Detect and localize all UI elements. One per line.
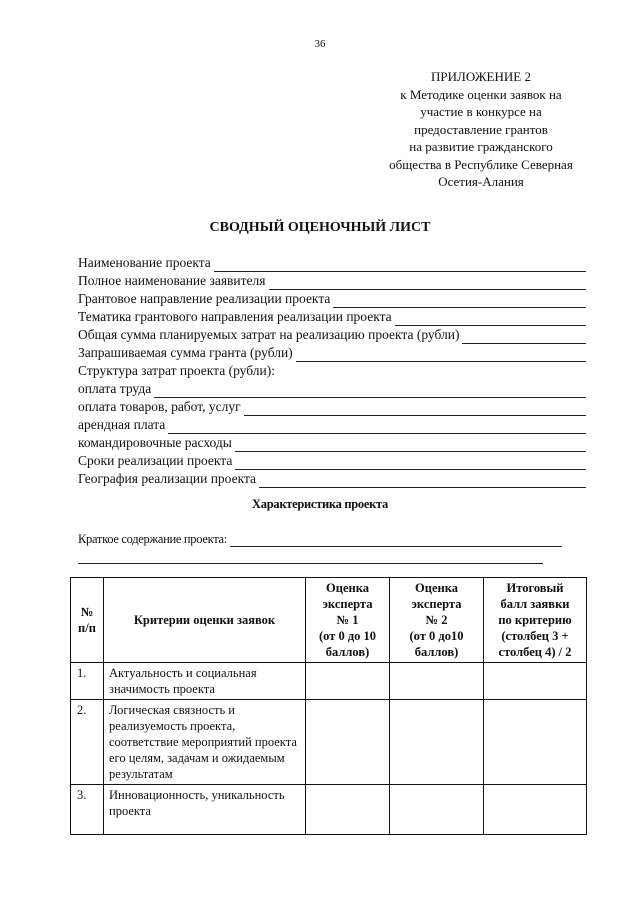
- field-fill-line[interactable]: [235, 438, 586, 452]
- table-row: [71, 785, 587, 835]
- field-label: Наименование проекта: [78, 255, 211, 270]
- field-fill-line[interactable]: [168, 420, 586, 434]
- field-fill-line[interactable]: [259, 474, 586, 488]
- appendix-line: участие в конкурсе на: [420, 104, 542, 119]
- header-number: № п/п: [71, 578, 104, 663]
- header-expert-2: Оценка эксперта № 2 (от 0 до10 баллов): [390, 578, 484, 663]
- criteria-table-body: [71, 663, 587, 835]
- field-fill-line[interactable]: [462, 330, 586, 344]
- table-row: [71, 700, 587, 785]
- field-row: [78, 290, 586, 308]
- field-row: [78, 254, 586, 272]
- expert-1-score-cell[interactable]: [306, 700, 390, 785]
- total-score-cell[interactable]: [484, 663, 587, 700]
- field-label: Запрашиваемая сумма гранта (рубли): [78, 345, 293, 360]
- appendix-block: [362, 68, 600, 191]
- field-label: арендная плата: [78, 417, 166, 432]
- field-label: География реализации проекта: [78, 471, 257, 486]
- row-number: 2.: [71, 700, 104, 785]
- field-label: оплата товаров, работ, услуг: [78, 399, 241, 414]
- row-criterion: Логическая связность и реализуемость проекта, соответствие мероприятий проекта его целям, задачам и ожидаемым результатам: [104, 700, 306, 785]
- row-criterion: Инновационность, уникальность проекта: [104, 785, 306, 835]
- field-label: Грантовое направление реализации проекта: [78, 291, 331, 306]
- appendix-line: к Методике оценки заявок на: [400, 86, 562, 102]
- summary-fill-line[interactable]: [230, 534, 562, 547]
- summary-fill-line-2[interactable]: [78, 547, 543, 564]
- page-number: 36: [314, 38, 326, 50]
- field-label: оплата труда: [78, 381, 152, 396]
- header-expert-1: Оценка эксперта № 1 (от 0 до 10 баллов): [306, 578, 390, 663]
- expert-2-score-cell[interactable]: [390, 785, 484, 835]
- field-row: [78, 272, 586, 290]
- field-label: командировочные расходы: [78, 435, 232, 450]
- row-criterion: Актуальность и социальная значимость проекта: [104, 663, 306, 700]
- document-title: СВОДНЫЙ ОЦЕНОЧНЫЙ ЛИСТ: [209, 220, 431, 235]
- field-fill-line[interactable]: [395, 312, 586, 326]
- field-fill-line[interactable]: [244, 402, 586, 416]
- appendix-line: на развитие гражданского: [409, 139, 553, 154]
- field-row: [78, 344, 586, 362]
- field-label: Структура затрат проекта (рубли):: [78, 363, 275, 378]
- expert-2-score-cell[interactable]: [390, 663, 484, 700]
- field-fill-line[interactable]: [333, 294, 586, 308]
- criteria-table: [70, 577, 587, 835]
- field-row: [78, 398, 586, 416]
- field-row: [78, 434, 586, 452]
- summary-label: Краткое содержание проекта:: [78, 532, 227, 546]
- field-label: Общая сумма планируемых затрат на реализацию проекта (рубли): [78, 327, 460, 342]
- field-label: Тематика грантового направления реализации проекта: [78, 309, 392, 324]
- field-label: Полное наименование заявителя: [78, 273, 266, 288]
- field-row: [78, 308, 586, 326]
- table-row: [71, 663, 587, 700]
- field-label: Сроки реализации проекта: [78, 453, 233, 468]
- expert-1-score-cell[interactable]: [306, 663, 390, 700]
- row-number: 1.: [71, 663, 104, 700]
- field-fill-line[interactable]: [214, 258, 586, 272]
- header-total: Итоговый балл заявки по критерию (столбец 3 + столбец 4) / 2: [484, 578, 587, 663]
- summary-block: [78, 531, 562, 564]
- field-row: [78, 416, 586, 434]
- row-number: 3.: [71, 785, 104, 835]
- field-fill-line[interactable]: [235, 456, 586, 470]
- table-header-row: [71, 578, 587, 663]
- summary-row: [78, 531, 562, 547]
- field-fill-line[interactable]: [296, 348, 586, 362]
- characteristics-heading: Характеристика проекта: [252, 497, 388, 511]
- project-fields: [78, 254, 586, 488]
- header-criteria: Критерии оценки заявок: [104, 578, 306, 663]
- total-score-cell[interactable]: [484, 700, 587, 785]
- appendix-line: предоставление грантов: [414, 121, 548, 137]
- field-fill-line[interactable]: [269, 276, 587, 290]
- field-row: [78, 326, 586, 344]
- field-row: [78, 452, 586, 470]
- appendix-line: ПРИЛОЖЕНИЕ 2: [431, 69, 531, 84]
- total-score-cell[interactable]: [484, 785, 587, 835]
- expert-2-score-cell[interactable]: [390, 700, 484, 785]
- appendix-line: общества в Республике Северная: [389, 156, 573, 172]
- field-fill-line[interactable]: [154, 384, 586, 398]
- field-row: [78, 362, 586, 380]
- field-row: [78, 470, 586, 488]
- expert-1-score-cell[interactable]: [306, 785, 390, 835]
- appendix-line: Осетия-Алания: [438, 174, 524, 189]
- field-row: [78, 380, 586, 398]
